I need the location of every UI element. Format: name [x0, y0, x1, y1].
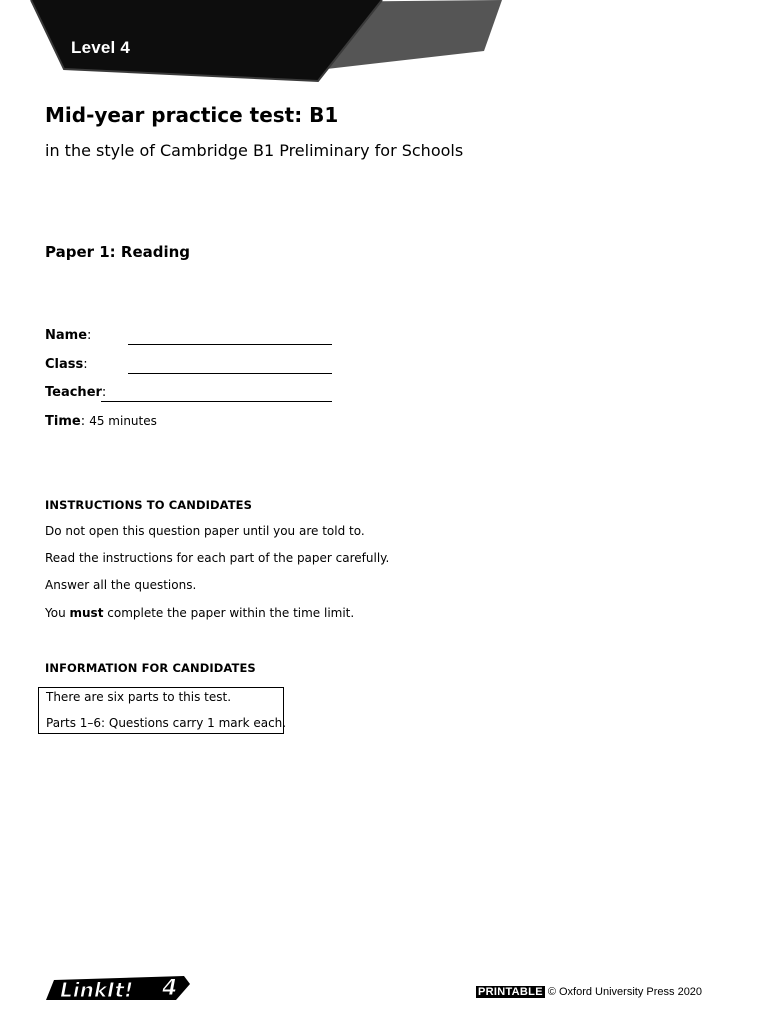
logo-text: LinkIt!: [60, 978, 134, 1002]
time-field-row: Time: 45 minutes: [45, 414, 157, 429]
name-label: Name: [45, 328, 88, 343]
instructions-heading: INSTRUCTIONS TO CANDIDATES: [45, 498, 253, 512]
linkit-logo: [44, 970, 192, 1004]
instruction-line-4: You must complete the paper within the time limit.: [45, 606, 355, 620]
instruction-line-1: Do not open this question paper until you are told to.: [45, 524, 365, 538]
class-field-line[interactable]: [128, 373, 332, 374]
page-subtitle: in the style of Cambridge B1 Preliminary for Schools: [45, 141, 464, 160]
instruction-line-2: Read the instructions for each part of the paper carefully.: [45, 551, 390, 565]
page-title: Mid-year practice test: B1: [45, 103, 339, 127]
level-label: Level 4: [71, 38, 131, 57]
class-label: Class: [45, 357, 84, 372]
teacher-label: Teacher: [45, 385, 102, 400]
instruction-line-3: Answer all the questions.: [45, 578, 197, 592]
time-value: 45 minutes: [89, 414, 157, 428]
time-label: Time: [45, 414, 81, 429]
class-field-row: Class:: [45, 357, 88, 372]
information-line-2: Parts 1–6: Questions carry 1 mark each.: [46, 716, 287, 730]
paper-title: Paper 1: Reading: [45, 243, 191, 261]
printable-badge: PRINTABLE: [478, 986, 543, 998]
name-field-row: Name:: [45, 328, 92, 343]
name-field-line[interactable]: [128, 344, 332, 345]
logo-number: 4: [162, 976, 178, 1001]
footer: [476, 986, 702, 998]
teacher-field-row: Teacher:: [45, 385, 107, 400]
teacher-field-line[interactable]: [101, 401, 332, 402]
information-box: [38, 687, 287, 734]
information-line-1: There are six parts to this test.: [46, 690, 232, 704]
must-emphasis: must: [69, 606, 104, 620]
copyright-text: © Oxford University Press 2020: [547, 986, 703, 998]
information-heading: INFORMATION FOR CANDIDATES: [45, 661, 256, 675]
